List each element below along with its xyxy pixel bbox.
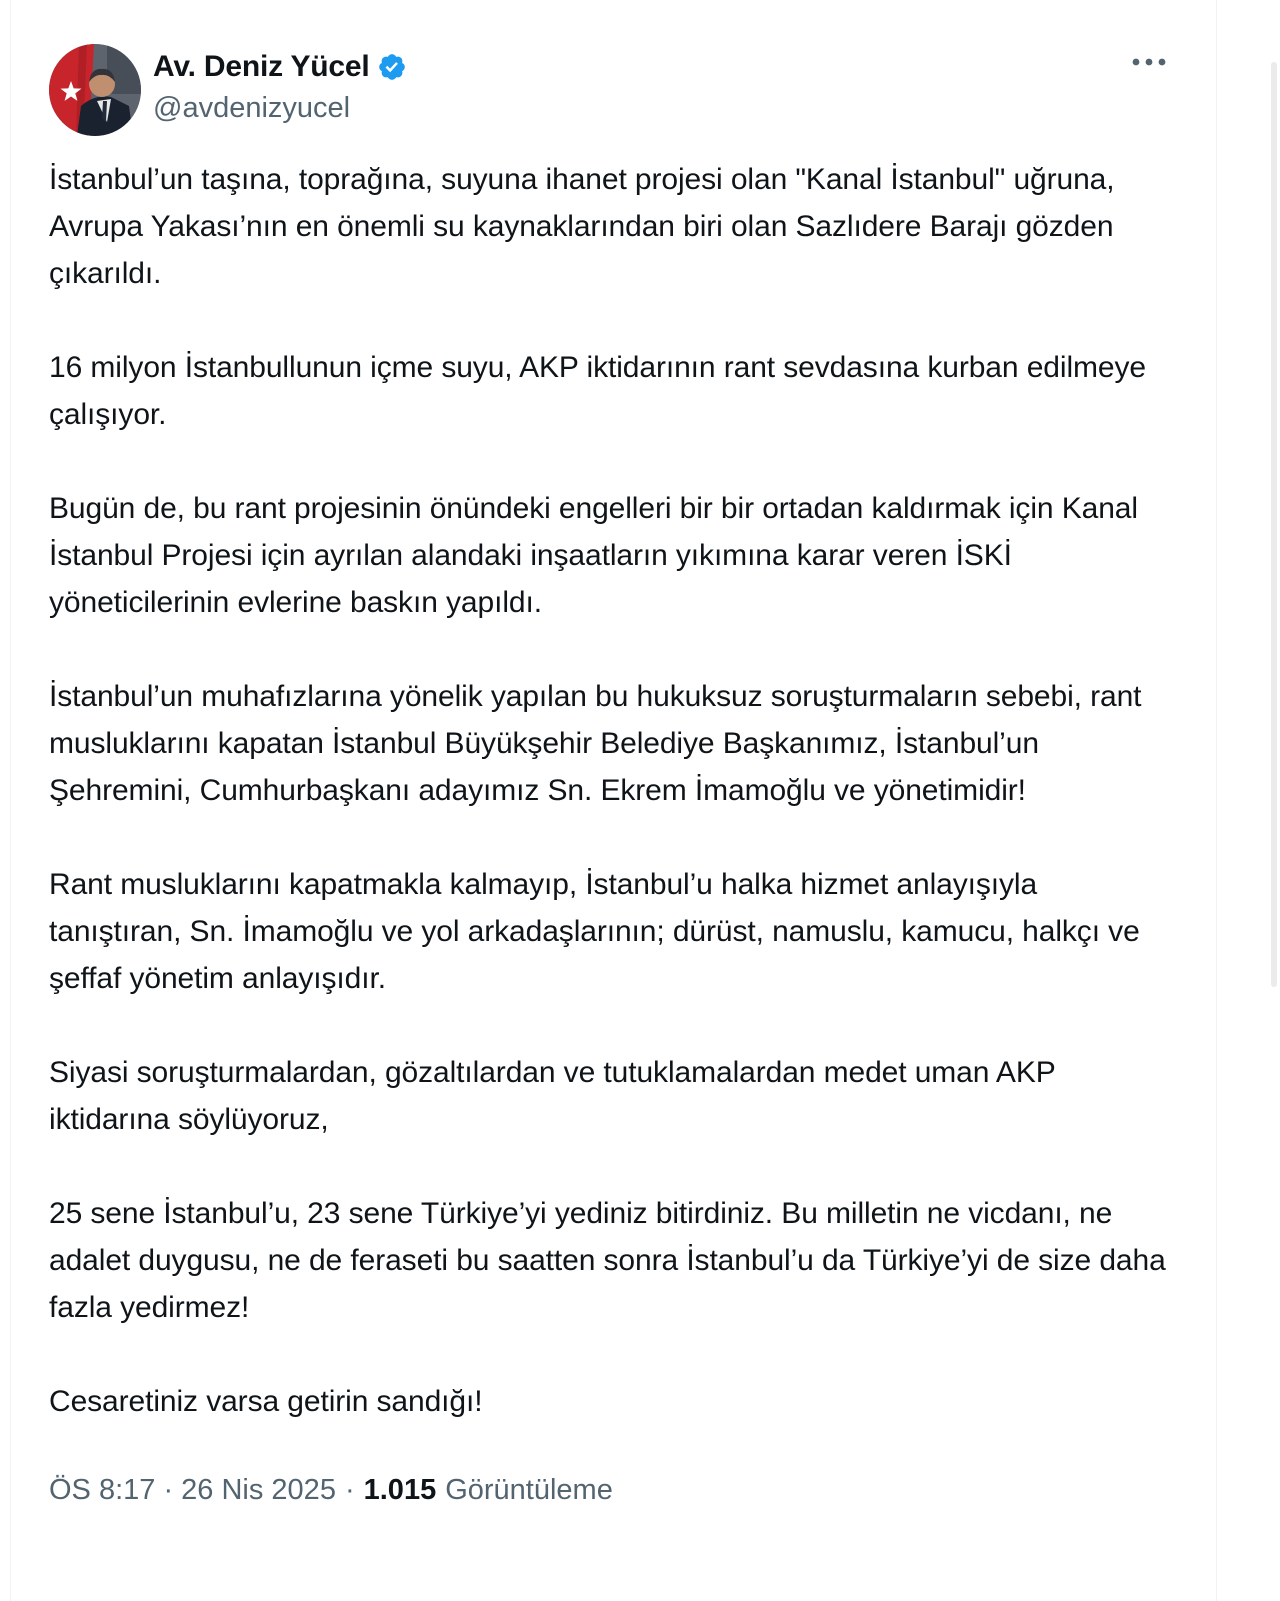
scrollbar[interactable] (1270, 0, 1278, 1601)
views-count[interactable]: 1.015 (363, 1474, 437, 1506)
display-name[interactable]: Av. Deniz Yücel (153, 50, 370, 83)
tweet-paragraph: İstanbul’un taşına, toprağına, suyuna ihanet projesi olan "Kanal İstanbul" uğruna, Avrupa Yakası’nın en önemli su kaynaklarından biri olan Sazlıdere Barajı gözden çıkarıldı. (49, 163, 1115, 290)
tweet (49, 44, 1172, 1508)
tweet-body (49, 156, 1172, 1425)
scrollbar-thumb[interactable] (1271, 62, 1277, 987)
tweet-column (10, 0, 1217, 1601)
tweet-footer (49, 1472, 1172, 1508)
views-label: Görüntüleme (445, 1474, 613, 1506)
tweet-paragraph: 25 sene İstanbul’u, 23 sene Türkiye’yi yediniz bitirdiniz. Bu milletin ne vicdanı, ne adalet duygusu, ne de feraseti bu saatten sonra İstanbul’u da Türkiye’yi de size daha fazla yedirmez! (49, 1197, 1166, 1324)
tweet-header (49, 44, 1172, 136)
tweet-paragraph: Bugün de, bu rant projesinin önündeki engelleri bir bir ortadan kaldırmak için Kanal İstanbul Projesi için ayrılan alandaki inşaatların yıkımına karar veren İSKİ yöneticilerinin evlerine baskın yapıldı. (49, 492, 1138, 619)
author-name-row (153, 48, 1126, 86)
timestamp[interactable]: ÖS 8:17 · 26 Nis 2025 (49, 1474, 336, 1506)
user-handle[interactable]: @avdenizyucel (153, 92, 351, 124)
ellipsis-icon (1132, 58, 1166, 66)
tweet-paragraph: İstanbul’un muhafızlarına yönelik yapılan bu hukuksuz soruşturmaların sebebi, rant musluklarını kapatan İstanbul Büyükşehir Belediye Başkanımız, İstanbul’un Şehremini, Cumhurbaşkanı adayımız Sn. Ekrem İmamoğlu ve yönetimidir! (49, 680, 1142, 807)
avatar-photo-illustration (49, 44, 141, 136)
verified-badge-icon (377, 52, 407, 82)
avatar[interactable] (49, 44, 141, 136)
tweet-paragraph: 16 milyon İstanbullunun içme suyu, AKP iktidarının rant sevdasına kurban edilmeye çalışıyor. (49, 351, 1146, 431)
author-block (153, 44, 1126, 127)
tweet-paragraph: Cesaretiniz varsa getirin sandığı! (49, 1385, 483, 1418)
tweet-paragraph: Rant musluklarını kapatmakla kalmayıp, İstanbul’u halka hizmet anlayışıyla tanıştıran, Sn. İmamoğlu ve yol arkadaşlarının; dürüst, namuslu, kamucu, halkçı ve şeffaf yönetim anlayışıdır. (49, 868, 1140, 995)
separator-dot: · (344, 1474, 355, 1506)
tweet-paragraph: Siyasi soruşturmalardan, gözaltılardan ve tutuklamalardan medet uman AKP iktidarına söylüyoruz, (49, 1056, 1056, 1136)
more-options-button[interactable] (1126, 52, 1172, 72)
